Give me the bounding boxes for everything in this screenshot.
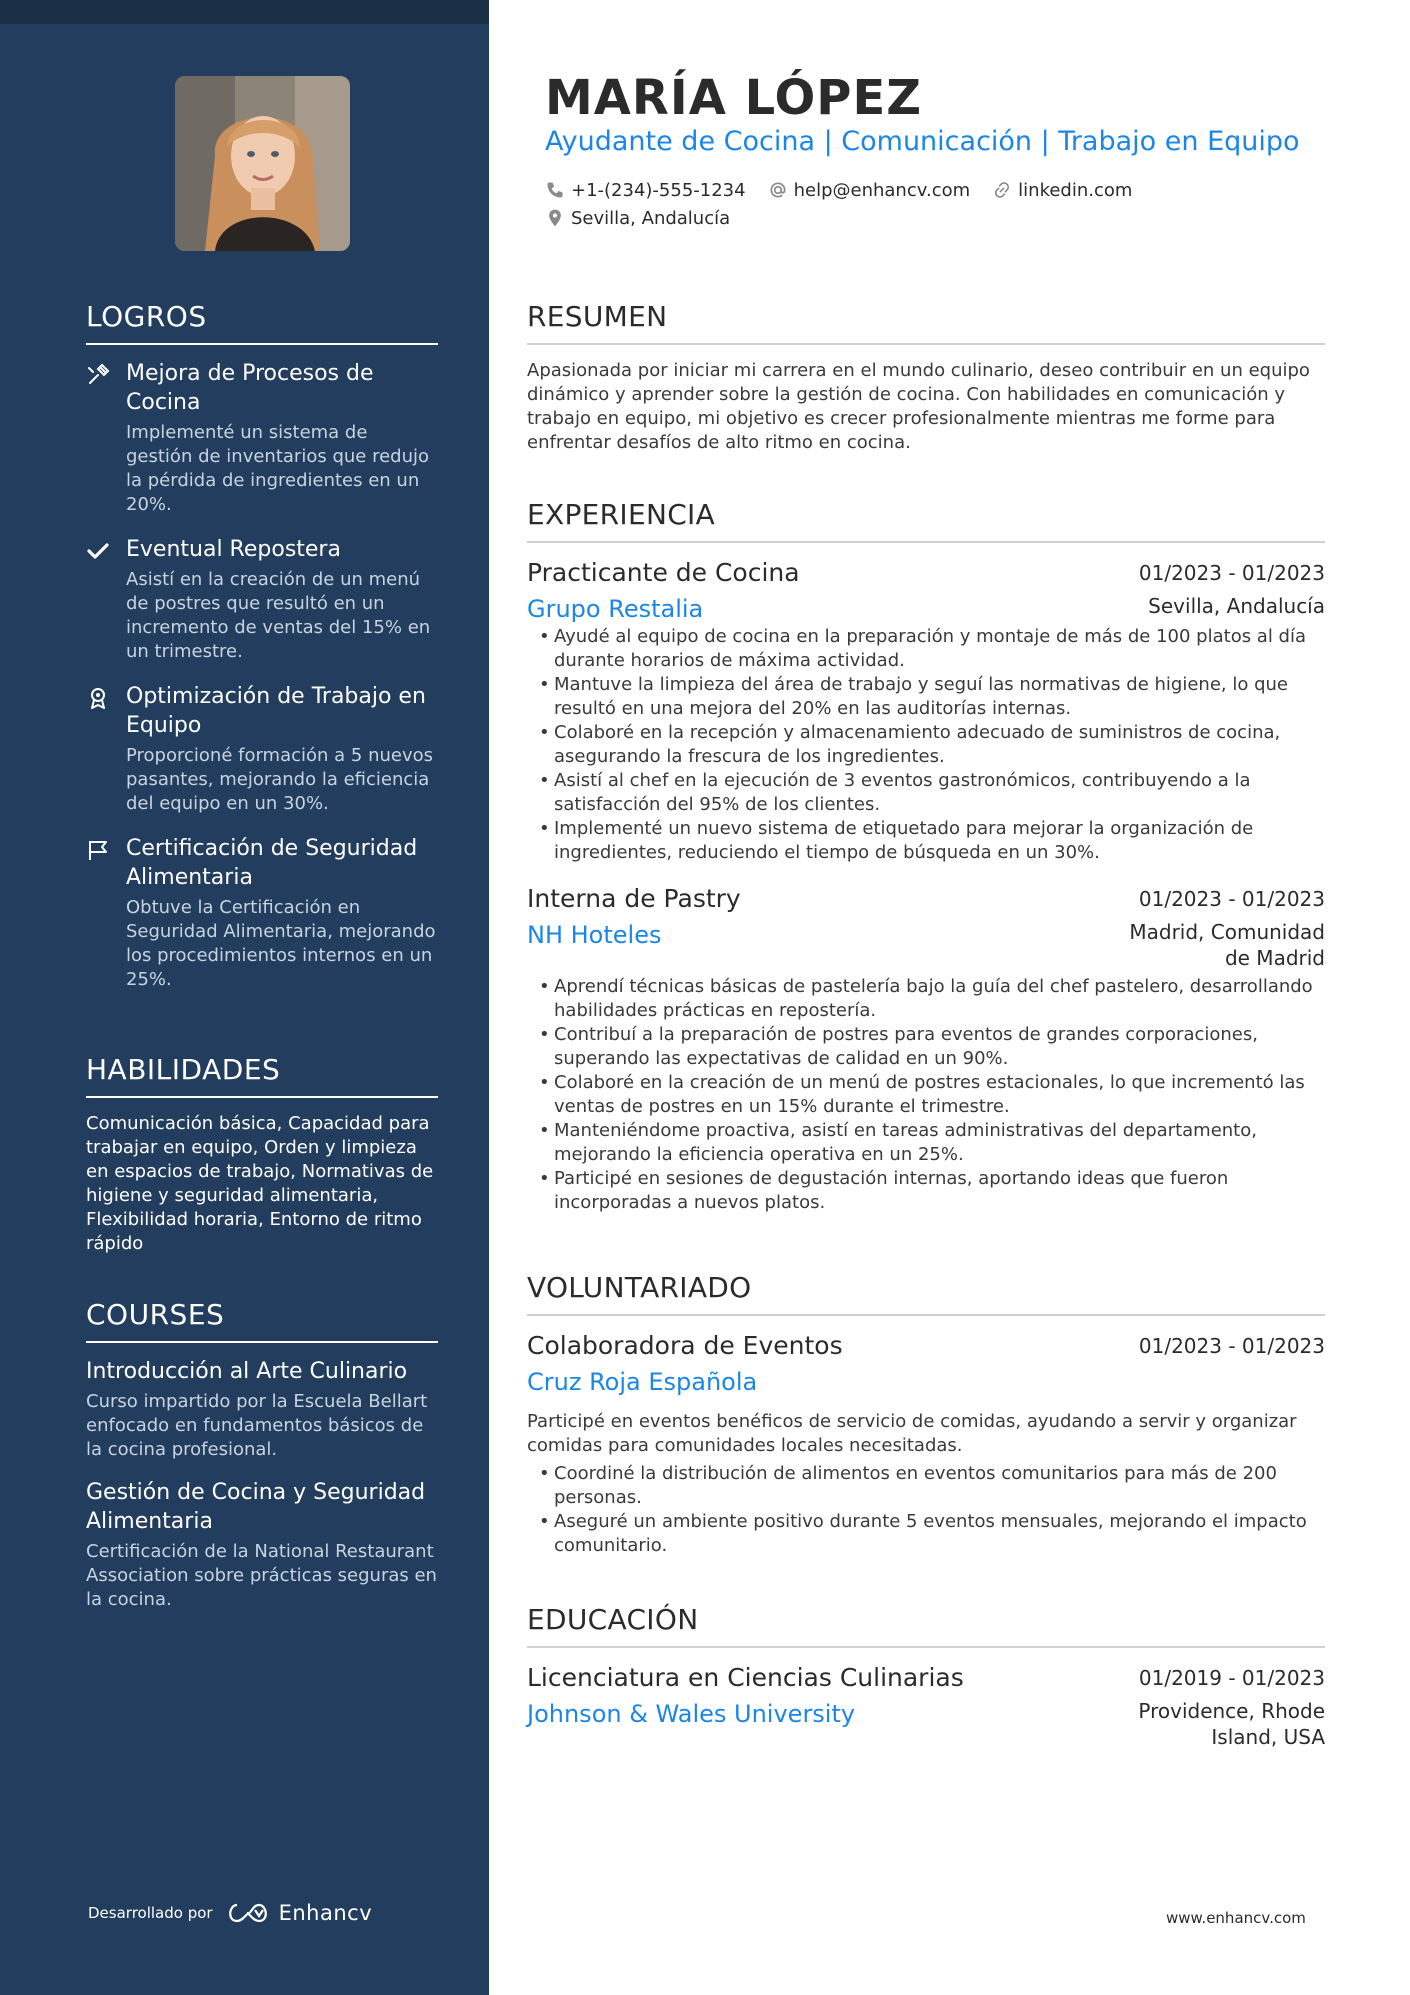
achievement-description: Implementé un sistema de gestión de inventarios que redujo la pérdida de ingredientes en un 20%. xyxy=(126,422,430,515)
portrait-image xyxy=(175,76,350,251)
job-bullets xyxy=(527,625,1325,865)
powered-by-label: Desarrollado por xyxy=(88,1904,213,1922)
location-text: Sevilla, Andalucía xyxy=(571,207,731,229)
link-icon xyxy=(992,180,1012,200)
email-contact[interactable] xyxy=(768,180,971,201)
job-dates: 01/2023 - 01/2023 xyxy=(1138,561,1325,585)
location-contact xyxy=(545,208,730,229)
experience-entry xyxy=(527,883,1325,1215)
bullet-item: • Contribuí a la preparación de postres para eventos de grandes corporaciones, superando las expectativas de calidad en un 90%. xyxy=(527,1023,1325,1071)
bullet-item: • Coordiné la distribución de alimentos en eventos comunitarios para más de 200 personas. xyxy=(527,1462,1325,1510)
footer-url[interactable]: www.enhancv.com xyxy=(1166,1909,1306,1927)
phone-icon xyxy=(545,180,565,200)
enhancv-logo-icon xyxy=(225,1901,271,1925)
experience-entry xyxy=(527,557,1325,865)
achievement-title: Certificación de Seguridad Alimentaria xyxy=(126,836,418,890)
job-title: Interna de Pastry xyxy=(527,884,741,913)
degree-title: Licenciatura en Ciencias Culinarias xyxy=(527,1663,964,1692)
volunteer-description: Participé en eventos benéficos de servicio de comidas, ayudando a servir y organizar comidas para comunidades locales necesitadas. xyxy=(527,1411,1297,1456)
candidate-headline: Ayudante de Cocina | Comunicación | Trabajo en Equipo xyxy=(545,126,1300,157)
achievement-description: Obtuve la Certificación en Seguridad Alimentaria, mejorando los procedimientos internos en un 25%. xyxy=(126,897,436,990)
school-name[interactable]: Johnson & Wales University xyxy=(527,1700,856,1728)
achievement-item xyxy=(86,535,438,664)
volunteer-role: Colaboradora de Eventos xyxy=(527,1331,843,1360)
achievement-title: Optimización de Trabajo en Equipo xyxy=(126,684,426,738)
achievements-section xyxy=(86,300,438,1010)
job-location: Madrid, Comunidad de Madrid xyxy=(1129,920,1325,970)
sidebar xyxy=(0,0,489,1995)
tools-icon xyxy=(86,359,126,517)
volunteer-dates: 01/2023 - 01/2023 xyxy=(1138,1334,1325,1358)
email-text: help@enhancv.com xyxy=(793,179,971,201)
company-name[interactable]: Grupo Restalia xyxy=(527,595,704,623)
achievement-title: Mejora de Procesos de Cocina xyxy=(126,361,374,415)
course-description: Curso impartido por la Escuela Bellart enfocado en fundamentos básicos de la cocina profesional. xyxy=(86,1391,428,1460)
enhancv-wordmark: Enhancv xyxy=(278,1901,373,1925)
volunteering-section xyxy=(527,1271,1325,1576)
experience-title: EXPERIENCIA xyxy=(527,498,1325,543)
course-title: Introducción al Arte Culinario xyxy=(86,1359,408,1384)
courses-title: COURSES xyxy=(86,1298,438,1343)
linkedin-contact[interactable] xyxy=(992,180,1132,201)
job-dates: 01/2023 - 01/2023 xyxy=(1138,887,1325,911)
course-title: Gestión de Cocina y Seguridad Alimentaria xyxy=(86,1480,426,1534)
school-location: Providence, Rhode Island, USA xyxy=(1138,1699,1325,1749)
sidebar-top-band xyxy=(0,0,489,24)
bullet-item: • Participé en sesiones de degustación internas, aportando ideas que fueron incorporadas a nuevos platos. xyxy=(527,1167,1325,1215)
bullet-item: • Implementé un nuevo sistema de etiquetado para mejorar la organización de ingredientes, reduciendo el tiempo de búsqueda en un 30%. xyxy=(527,817,1325,865)
course-item xyxy=(86,1478,438,1612)
achievement-item xyxy=(86,359,438,517)
education-dates: 01/2019 - 01/2023 xyxy=(1138,1666,1325,1690)
summary-title: RESUMEN xyxy=(527,300,1325,345)
achievement-title: Eventual Repostera xyxy=(126,537,341,562)
course-description: Certificación de la National Restaurant Association sobre prácticas seguras en la cocina. xyxy=(86,1541,437,1610)
bullet-item: • Asistí al chef en la ejecución de 3 eventos gastronómicos, contribuyendo a la satisfacción del 95% de los clientes. xyxy=(527,769,1325,817)
bullet-item: • Aseguré un ambiente positivo durante 5 eventos mensuales, mejorando el impacto comunitario. xyxy=(527,1510,1325,1558)
volunteering-entry xyxy=(527,1330,1325,1558)
location-pin-icon xyxy=(545,208,565,228)
bullet-item: • Aprendí técnicas básicas de pastelería bajo la guía del chef pastelero, desarrollando habilidades prácticas en repostería. xyxy=(527,975,1325,1023)
bullet-item: • Ayudé al equipo de cocina en la preparación y montaje de más de 100 platos al día durante horarios de máxima actividad. xyxy=(527,625,1325,673)
education-title: EDUCACIÓN xyxy=(527,1603,1325,1648)
skills-section xyxy=(86,1053,438,1256)
achievement-description: Asistí en la creación de un menú de postres que resultó en un incremento de ventas del 15% en un trimestre. xyxy=(126,569,431,662)
summary-section xyxy=(527,300,1325,455)
achievement-item xyxy=(86,682,438,816)
job-title: Practicante de Cocina xyxy=(527,558,800,587)
course-item xyxy=(86,1357,438,1462)
bullet-item: • Mantuve la limpieza del área de trabajo y seguí las normativas de higiene, lo que resultó en una mejora del 20% en las auditorías internas. xyxy=(527,673,1325,721)
courses-section xyxy=(86,1298,438,1628)
contact-info xyxy=(545,176,1325,232)
organization-name[interactable]: Cruz Roja Española xyxy=(527,1368,758,1396)
job-location: Sevilla, Andalucía xyxy=(1148,594,1325,618)
award-icon xyxy=(86,682,126,816)
skills-list: Comunicación básica, Capacidad para trabajar en equipo, Orden y limpieza en espacios de trabajo, Normativas de higiene y seguridad alimentaria, Flexibilidad horaria, Entorno de ritmo rápido xyxy=(86,1113,434,1254)
bullet-item: • Manteniéndome proactiva, asistí en tareas administrativas del departamento, mejorando la eficiencia operativa en un 25%. xyxy=(527,1119,1325,1167)
achievements-title: LOGROS xyxy=(86,300,438,345)
education-entry xyxy=(527,1662,1325,1750)
volunteer-bullets xyxy=(527,1462,1325,1558)
summary-text: Apasionada por iniciar mi carrera en el mundo culinario, deseo contribuir en un equipo dinámico y aprender sobre la gestión de cocina. Con habilidades en comunicación y trabajo en equipo, mi objetivo es crecer profesionalmente mientras me forme para enfrentar desafíos de alto ritmo en cocina. xyxy=(527,360,1310,453)
bullet-item: • Colaboré en la creación de un menú de postres estacionales, lo que incrementó las ventas de postres en un 15% durante el trimestre. xyxy=(527,1071,1325,1119)
linkedin-text: linkedin.com xyxy=(1018,179,1133,201)
phone-text: +1-(234)-555-1234 xyxy=(571,179,746,201)
profile-photo xyxy=(175,76,350,251)
bullet-item: • Colaboré en la recepción y almacenamiento adecuado de suministros de cocina, asegurando la frescura de los ingredientes. xyxy=(527,721,1325,769)
achievement-item xyxy=(86,834,438,992)
skills-title: HABILIDADES xyxy=(86,1053,438,1098)
experience-section xyxy=(527,498,1325,1233)
at-sign-icon xyxy=(768,180,788,200)
phone-contact[interactable] xyxy=(545,180,746,201)
job-bullets xyxy=(527,975,1325,1215)
education-section xyxy=(527,1603,1325,1768)
flag-icon xyxy=(86,834,126,992)
volunteering-title: VOLUNTARIADO xyxy=(527,1271,1325,1316)
powered-by xyxy=(88,1901,372,1925)
check-icon xyxy=(86,535,126,664)
achievement-description: Proporcioné formación a 5 nuevos pasantes, mejorando la eficiencia del equipo en un 30%. xyxy=(126,745,434,814)
company-name[interactable]: NH Hoteles xyxy=(527,921,662,949)
candidate-name: MARÍA LÓPEZ xyxy=(545,70,923,126)
